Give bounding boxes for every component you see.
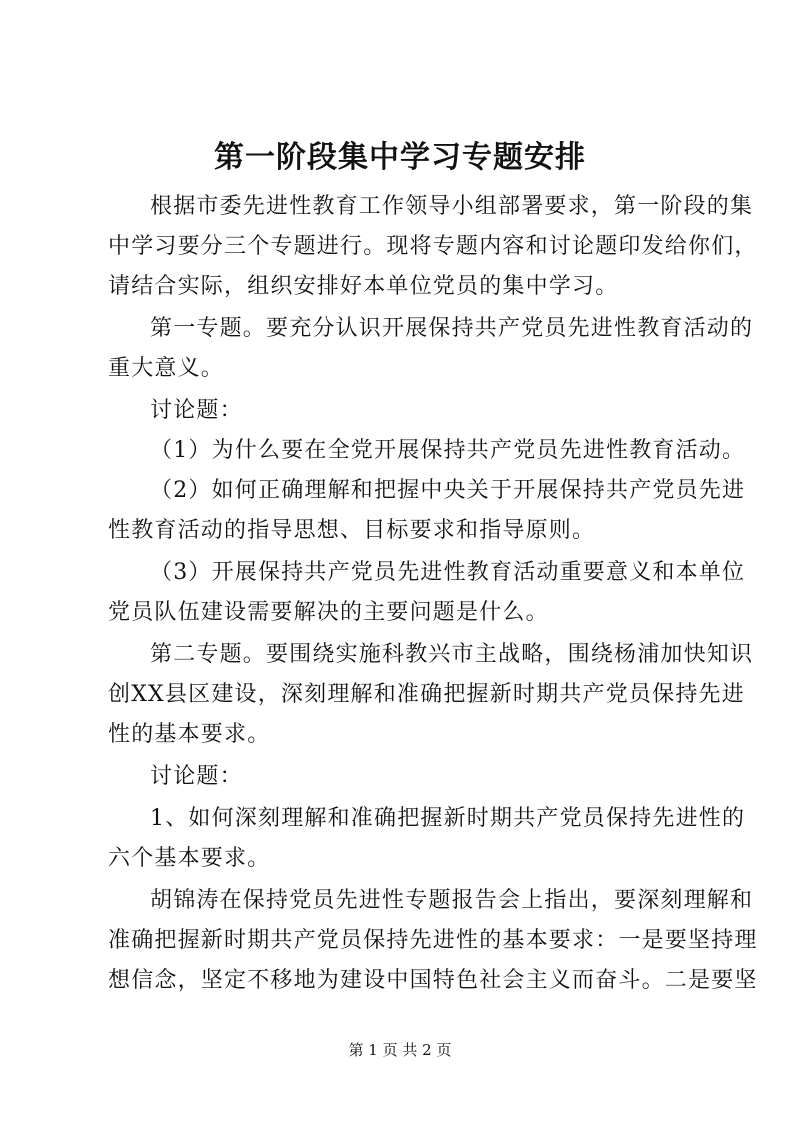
body-line: （1）为什么要在全党开展保持共产党员先进性教育活动。 [150, 438, 746, 463]
body-line: 创XX县区建设，深刻理解和准确把握新时期共产党员保持先进 [108, 682, 745, 707]
body-line: 六个基本要求。 [108, 846, 271, 871]
body-line: 想信念，坚定不移地为建设中国特色社会主义而奋斗。二是要坚 [108, 968, 758, 993]
body-line: 请结合实际，组织安排好本单位党员的集中学习。 [108, 274, 619, 299]
body-line: 根据市委先进性教育工作领导小组部署要求，第一阶段的集 [150, 194, 754, 219]
body-line: 准确把握新时期共产党员保持先进性的基本要求：一是要坚持理 [108, 928, 758, 953]
body-line: 第一专题。要充分认识开展保持共产党员先进性教育活动的 [150, 316, 754, 341]
body-line: 1、如何深刻理解和准确把握新时期共产党员保持先进性的 [150, 806, 746, 831]
body-line: 性教育活动的指导思想、目标要求和指导原则。 [108, 518, 596, 543]
document-title: 第一阶段集中学习专题安排 [214, 140, 586, 175]
body-line: 讨论题： [150, 398, 243, 423]
body-line: 第二专题。要围绕实施科教兴市主战略，围绕杨浦加快知识 [150, 642, 754, 667]
body-line: 中学习要分三个专题进行。现将专题内容和讨论题印发给你们， [108, 234, 758, 259]
page-footer: 第 1 页 共 2 页 [348, 1041, 452, 1059]
body-line: 性的基本要求。 [108, 722, 271, 747]
body-line: 重大意义。 [108, 356, 225, 381]
body-line: 党员队伍建设需要解决的主要问题是什么。 [108, 600, 549, 625]
body-line: （2）如何正确理解和把握中央关于开展保持共产党员先进 [150, 478, 746, 503]
body-line: （3）开展保持共产党员先进性教育活动重要意义和本单位 [150, 560, 746, 585]
body-line: 胡锦涛在保持党员先进性专题报告会上指出，要深刻理解和 [150, 888, 754, 913]
body-line: 讨论题： [150, 764, 243, 789]
